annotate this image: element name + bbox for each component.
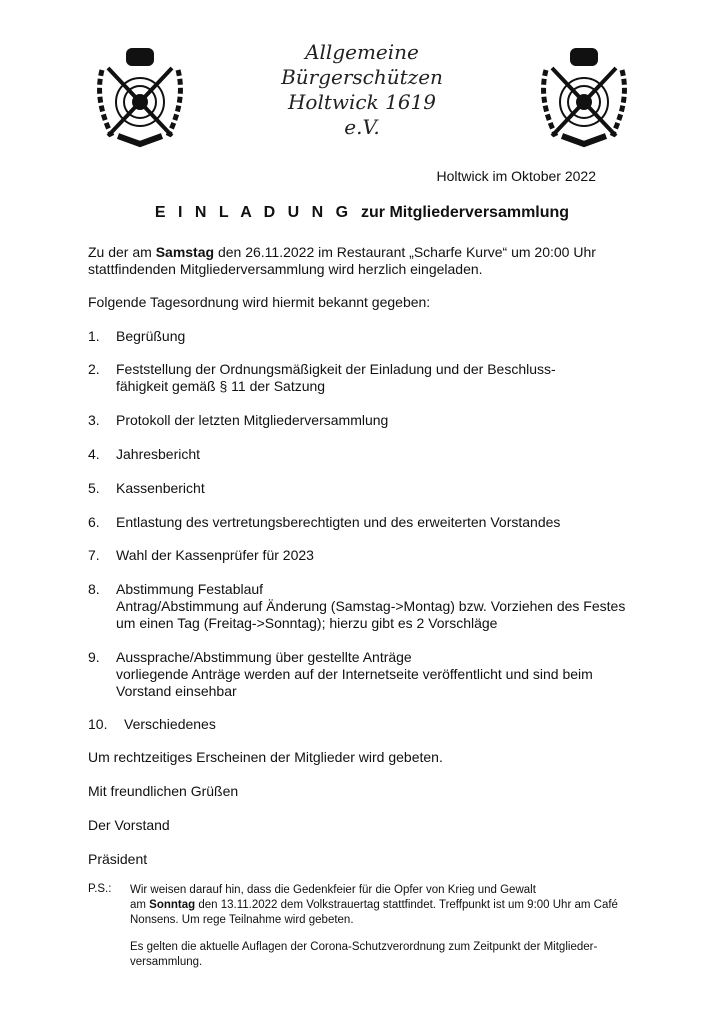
intro-paragraph: Zu der am Samstag den 26.11.2022 im Restaurant „Scharfe Kurve“ um 20:00 Uhr stattfindenden Mitgliederversammlung wird herzlich eingeladen. xyxy=(88,244,596,277)
agenda-intro: Folgende Tagesordnung wird hiermit bekannt gegeben: xyxy=(88,294,431,310)
agenda-item: 3. Protokoll der letzten Mitgliederversammlung xyxy=(88,412,389,428)
shooting-club-emblem-icon xyxy=(88,40,193,150)
greeting: Mit freundlichen Grüßen xyxy=(88,783,239,799)
agenda-item: 8. Abstimmung Festablauf Antrag/Abstimmung auf Änderung (Samstag->Montag) bzw. Vorziehen des Festes um einen Tag (Freitag->Sonntag); hierzu gibt es 2 Vorschläge xyxy=(88,581,626,631)
agenda-item: 2. Feststellung der Ordnungsmäßigkeit der Einladung und der Beschluss- fähigkeit gemäß § 11 der Satzung xyxy=(88,361,556,394)
heading-invitation: E I N L A D U N G xyxy=(154,204,353,221)
club-title-line: Bürgerschützen xyxy=(281,65,443,89)
board-signature: Der Vorstand xyxy=(88,817,170,833)
attendance-request: Um rechtzeitiges Erscheinen der Mitglieder wird gebeten. xyxy=(88,749,443,765)
agenda-item: 6. Entlastung des vertretungsberechtigten und des erweiterten Vorstandes xyxy=(88,514,561,530)
club-title-line: Holtwick 1619 xyxy=(287,90,436,114)
shooting-club-emblem-icon xyxy=(532,40,637,150)
heading-subject: zur Mitgliederversammlung xyxy=(361,204,570,221)
ps-label: P.S.: xyxy=(88,883,112,895)
agenda-item: 1. Begrüßung xyxy=(88,328,186,344)
agenda-item: 9. Aussprache/Abstimmung über gestellte Anträge vorliegende Anträge werden auf der Internetseite veröffentlicht und sind beim Vorstand einsehbar xyxy=(88,649,593,699)
ps-text: Wir weisen darauf hin, dass die Gedenkfeier für die Opfer von Krieg und Gewalt am Sonntag den 13.11.2022 dem Volkstrauertag stattfindet. Treffpunkt ist um 9:00 Uhr am Café Nonsens. Um rege Teilnahme wird gebeten. xyxy=(130,884,618,926)
date-line: Holtwick im Oktober 2022 xyxy=(436,168,596,184)
president-signature: Präsident xyxy=(88,851,148,867)
ps-note: Es gelten die aktuelle Auflagen der Corona-Schutzverordnung zum Zeitpunkt der Mitglieder-versammlung. xyxy=(130,941,598,968)
document-heading xyxy=(0,204,724,222)
ps-bold-day: Sonntag xyxy=(149,899,196,911)
club-title-line: Allgemeine xyxy=(305,40,419,64)
agenda-item: 5. Kassenbericht xyxy=(88,480,205,496)
intro-bold-day: Samstag xyxy=(155,244,215,260)
club-title-line: e.V. xyxy=(344,115,380,139)
agenda-item: 4. Jahresbericht xyxy=(88,446,201,462)
agenda-item: 7. Wahl der Kassenprüfer für 2023 xyxy=(88,547,314,563)
agenda-item: 10. Verschiedenes xyxy=(88,716,216,732)
club-title xyxy=(250,40,474,140)
